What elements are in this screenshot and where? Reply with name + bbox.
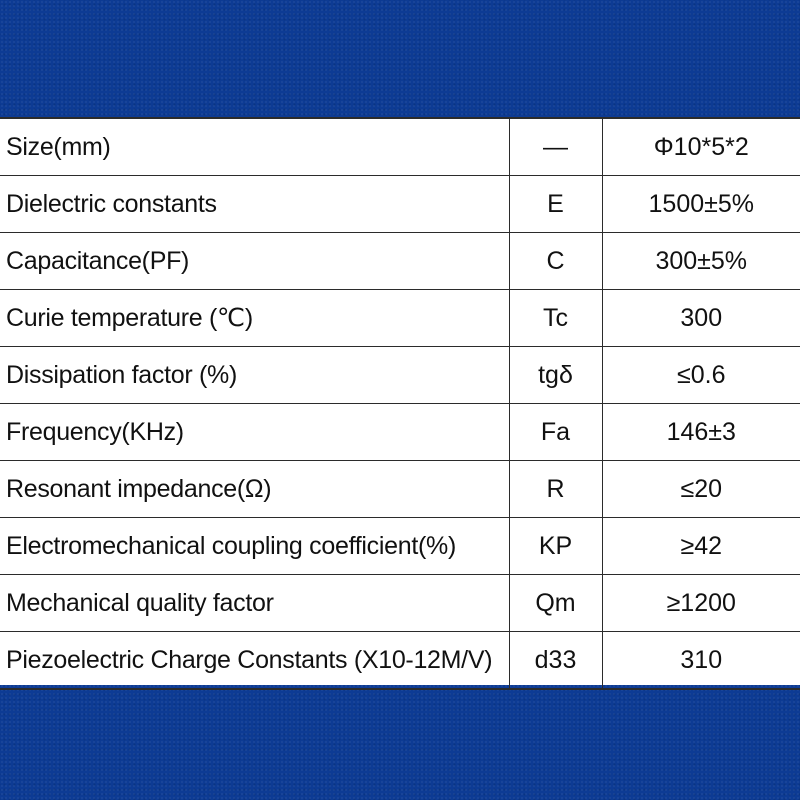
symbol-cell: d33 <box>509 632 602 690</box>
spec-table-container <box>0 117 800 685</box>
parameter-cell: Frequency(KHz) <box>0 404 509 461</box>
table-row <box>0 518 800 575</box>
table-row <box>0 290 800 347</box>
spec-table <box>0 117 800 690</box>
parameter-cell: Piezoelectric Charge Constants (X10-12M/V) <box>0 632 509 690</box>
value-cell: ≤20 <box>602 461 800 518</box>
symbol-cell: R <box>509 461 602 518</box>
symbol-cell: KP <box>509 518 602 575</box>
value-cell: 300 <box>602 290 800 347</box>
value-cell: 310 <box>602 632 800 690</box>
symbol-cell: — <box>509 118 602 176</box>
symbol-cell: tgδ <box>509 347 602 404</box>
value-cell: Φ10*5*2 <box>602 118 800 176</box>
value-cell: 300±5% <box>602 233 800 290</box>
value-cell: ≤0.6 <box>602 347 800 404</box>
value-cell: 146±3 <box>602 404 800 461</box>
table-row <box>0 461 800 518</box>
parameter-cell: Size(mm) <box>0 118 509 176</box>
value-cell: 1500±5% <box>602 176 800 233</box>
table-row <box>0 404 800 461</box>
symbol-cell: Tc <box>509 290 602 347</box>
parameter-cell: Electromechanical coupling coefficient(%) <box>0 518 509 575</box>
symbol-cell: E <box>509 176 602 233</box>
symbol-cell: Qm <box>509 575 602 632</box>
value-cell: ≥1200 <box>602 575 800 632</box>
parameter-cell: Mechanical quality factor <box>0 575 509 632</box>
symbol-cell: Fa <box>509 404 602 461</box>
background-top-band <box>0 0 800 117</box>
background-bottom-band <box>0 685 800 800</box>
table-row <box>0 176 800 233</box>
table-row <box>0 347 800 404</box>
table-row <box>0 632 800 690</box>
parameter-cell: Dielectric constants <box>0 176 509 233</box>
parameter-cell: Dissipation factor (%) <box>0 347 509 404</box>
parameter-cell: Capacitance(PF) <box>0 233 509 290</box>
value-cell: ≥42 <box>602 518 800 575</box>
table-row <box>0 233 800 290</box>
symbol-cell: C <box>509 233 602 290</box>
parameter-cell: Curie temperature (℃) <box>0 290 509 347</box>
table-row <box>0 118 800 176</box>
table-row <box>0 575 800 632</box>
parameter-cell: Resonant impedance(Ω) <box>0 461 509 518</box>
